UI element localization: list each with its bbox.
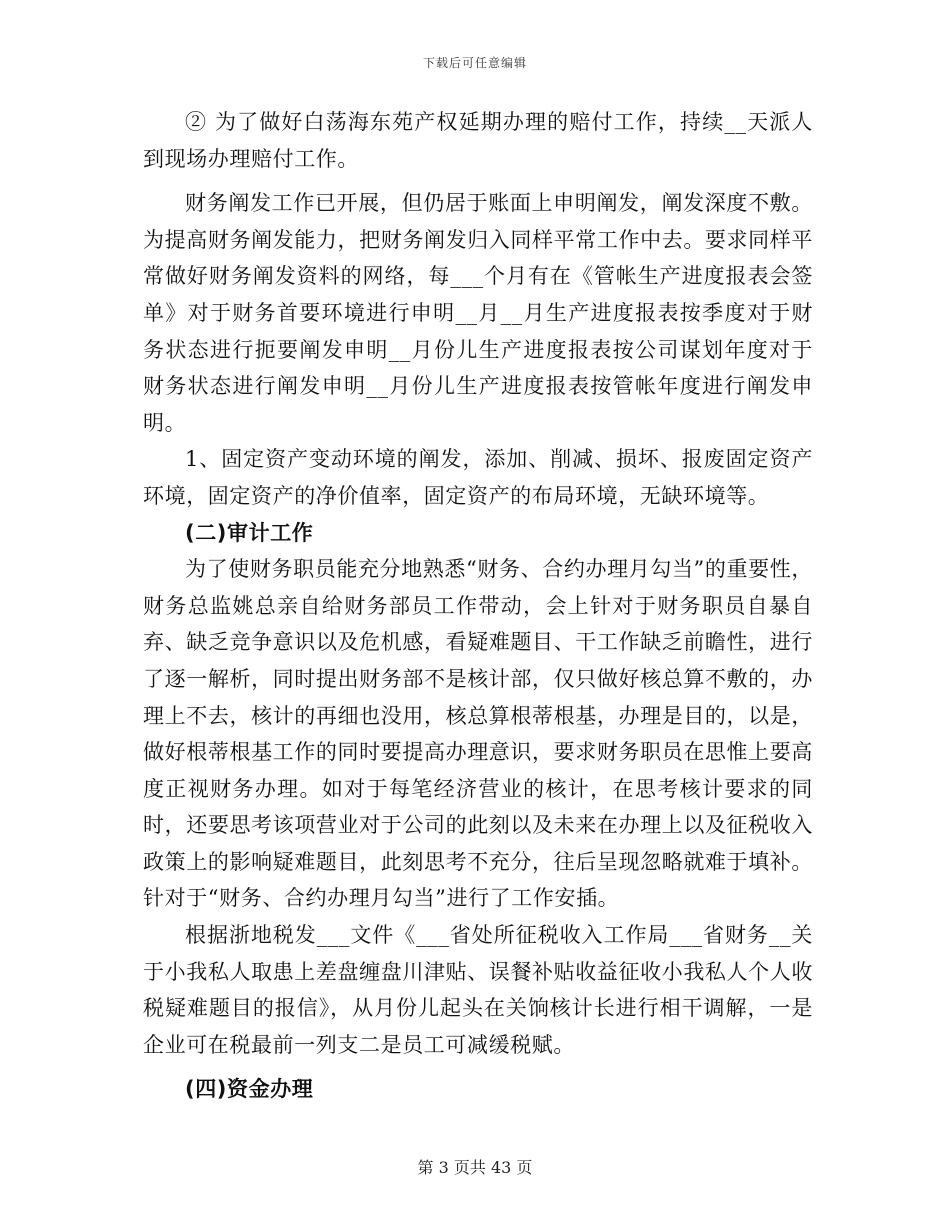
paragraph-fixed-assets: 1、固定资产变动环境的阐发，添加、削减、损坏、报废固定资产环境，固定资产的净价值率，固定资产的布局环境，无缺环境等。 (143, 447, 813, 508)
header-note: 下载后可任意编辑 (422, 56, 527, 70)
section-heading-audit: (二)审计工作 (185, 520, 314, 545)
section-heading-funds: (四)资金办理 (185, 1077, 314, 1102)
paragraph-compensation: ② 为了做好白荡海东苑产权延期办理的赔付工作，持续__天派人到现场办理赔付工作。 (143, 110, 813, 171)
paragraph-tax-document: 根据浙地税发___文件《___省处所征税收入工作局___省财务__关于小我私人取患上差盘缠盘川津贴、误餐补贴收益征收小我私人个人收税疑难题目的报信》，从月份儿起头在关饷核计长进行相干调解，一是企业可在税最前一列支二是员工可减缓税赋。 (143, 923, 813, 1057)
document-body (143, 104, 813, 1108)
paragraph-financial-analysis: 财务阐发工作已开展，但仍居于账面上申明阐发，阐发深度不敷。为提高财务阐发能力，把财务阐发归入同样平常工作中去。要求同样平常做好财务阐发资料的网络，每___个月有在《管帐生产进度报表会签单》对于财务首要环境进行申明__月__月生产进度报表按季度对于财务状态进行扼要阐发申明__月份儿生产进度报表按公司谋划年度对于财务状态进行阐发申明__月份儿生产进度报表按管帐年度进行阐发申明。 (143, 191, 813, 435)
paragraph-audit-activity: 为了使财务职员能充分地熟悉“财务、合约办理月勾当”的重要性，财务总监姚总亲自给财务部员工作带动，会上针对于财务职员自暴自弃、缺乏竞争意识以及危机感，看疑难题目、干工作缺乏前瞻性，进行了逐一解析，同时提出财务部不是核计部，仅只做好核总算不敷的，办理上不去，核计的再细也没用，核总算根蒂根基，办理是目的，以是，做好根蒂根基工作的同时要提高办理意识，要求财务职员在思惟上要高度正视财务办理。如对于每笔经济营业的核计，在思考核计要求的同时，还要思考该项营业对于公司的此刻以及未来在办理上以及征税收入政策上的影响疑难题目，此刻思考不充分，往后呈现忽略就难于填补。针对于“财务、合约办理月勾当”进行了工作安插。 (143, 557, 813, 911)
page-number: 第 3 页共 43 页 (417, 1158, 533, 1177)
